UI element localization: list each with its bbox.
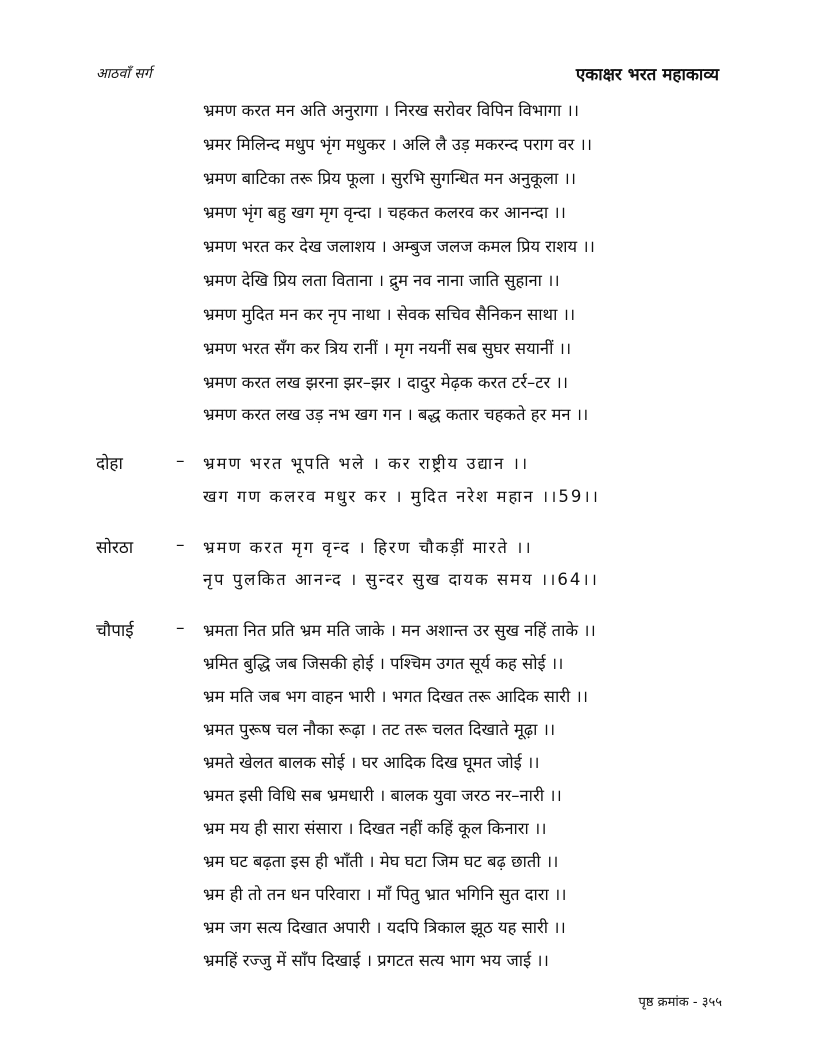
chaupai-line: भ्रमता नित प्रति भ्रम मति जाके । मन अशान्त उर सुख नहिं ताके ।। — [203, 621, 596, 640]
chaupai-line: भ्रमित बुद्धि जब जिसकी होई । पश्चिम उगत सूर्य कह सोई ।। — [203, 654, 564, 673]
soratha-line: भ्रमण करत मृग वृन्द । हिरण चौकड़ीं मारते ।। — [203, 538, 533, 557]
verse-line: भ्रमण भरत कर देख जलाशय । अम्बुज जलज कमल प्रिय राशय ।। — [203, 237, 595, 256]
chaupai-line: भ्रमहिं रज्जु में साँप दिखाई । प्रगटत सत्य भाग भय जाई ।। — [203, 951, 549, 970]
doha-label: दोहा — [96, 454, 123, 474]
verse-line: भ्रमण देखि प्रिय लता विताना । द्रुम नव नाना जाति सुहाना ।। — [203, 271, 560, 290]
chaupai-dash: – — [176, 618, 185, 638]
soratha-line: नृप पुलकित आनन्द । सुन्दर सुख दायक समय ।।64।। — [203, 570, 599, 589]
doha-dash: – — [176, 451, 185, 471]
verse-line: भ्रमर मिलिन्द मधुप भृंग मधुकर । अलि लै उड़ मकरन्द पराग वर ।। — [203, 135, 592, 154]
soratha-dash: – — [176, 535, 185, 555]
page-number: पृष्ठ क्रमांक - ३५५ — [638, 995, 722, 1010]
chaupai-line: भ्रमते खेलत बालक सोई । घर आदिक दिख घूमत जोई ।। — [203, 753, 540, 772]
verse-line: भ्रमण मुदित मन कर नृप नाथा । सेवक सचिव सैनिकन साथा ।। — [203, 305, 576, 324]
header-right: एकाक्षर भरत महाकाव्य — [575, 65, 719, 85]
doha-line: खग गण कलरव मधुर कर । मुदित नरेश महान ।।59।। — [203, 487, 600, 506]
chaupai-line: भ्रम ही तो तन धन परिवारा । माँ पितु भ्रात भगिनि सुत दारा ।। — [203, 885, 567, 904]
verse-line: भ्रमण करत लख झरना झर–झर । दादुर मेढ़क करत टर्र–टर ।। — [203, 373, 569, 392]
verse-line: भ्रमण करत लख उड़ नभ खग गन । बद्ध कतार चहकते हर मन ।। — [203, 405, 589, 424]
chaupai-label: चौपाई — [96, 621, 134, 641]
header-left: आठवाँ सर्ग — [96, 66, 152, 82]
verse-line: भ्रमण भरत सँग कर त्रिय रानीं । मृग नयनीं सब सुघर सयानीं ।। — [203, 339, 572, 358]
chaupai-line: भ्रमत इसी विधि सब भ्रमधारी । बालक युवा जरठ नर–नारी ।। — [203, 786, 562, 805]
chaupai-line: भ्रमत पुरूष चल नौका रूढ़ा । तट तरू चलत दिखाते मूढ़ा ।। — [203, 720, 556, 739]
soratha-label: सोरठा — [96, 538, 134, 558]
verse-line: भ्रमण करत मन अति अनुरागा । निरख सरोवर विपिन विभागा ।। — [203, 101, 579, 120]
verse-line: भ्रमण बाटिका तरू प्रिय फूला । सुरभि सुगन्धित मन अनुकूला ।। — [203, 169, 577, 188]
chaupai-line: भ्रम घट बढ़ता इस ही भाँती । मेघ घटा जिम घट बढ़ छाती ।। — [203, 852, 559, 871]
chaupai-line: भ्रम मति जब भग वाहन भारी । भगत दिखत तरू आदिक सारी ।। — [203, 687, 589, 706]
chaupai-line: भ्रम जग सत्य दिखात अपारी । यदपि त्रिकाल झूठ यह सारी ।। — [203, 918, 566, 937]
doha-line: भ्रमण भरत भूपति भले । कर राष्ट्रीय उद्यान ।। — [203, 454, 530, 473]
verse-line: भ्रमण भृंग बहु खग मृग वृन्दा । चहकत कलरव कर आनन्दा ।। — [203, 203, 566, 222]
chaupai-line: भ्रम मय ही सारा संसारा । दिखत नहीं कहिं कूल किनारा ।। — [203, 819, 547, 838]
